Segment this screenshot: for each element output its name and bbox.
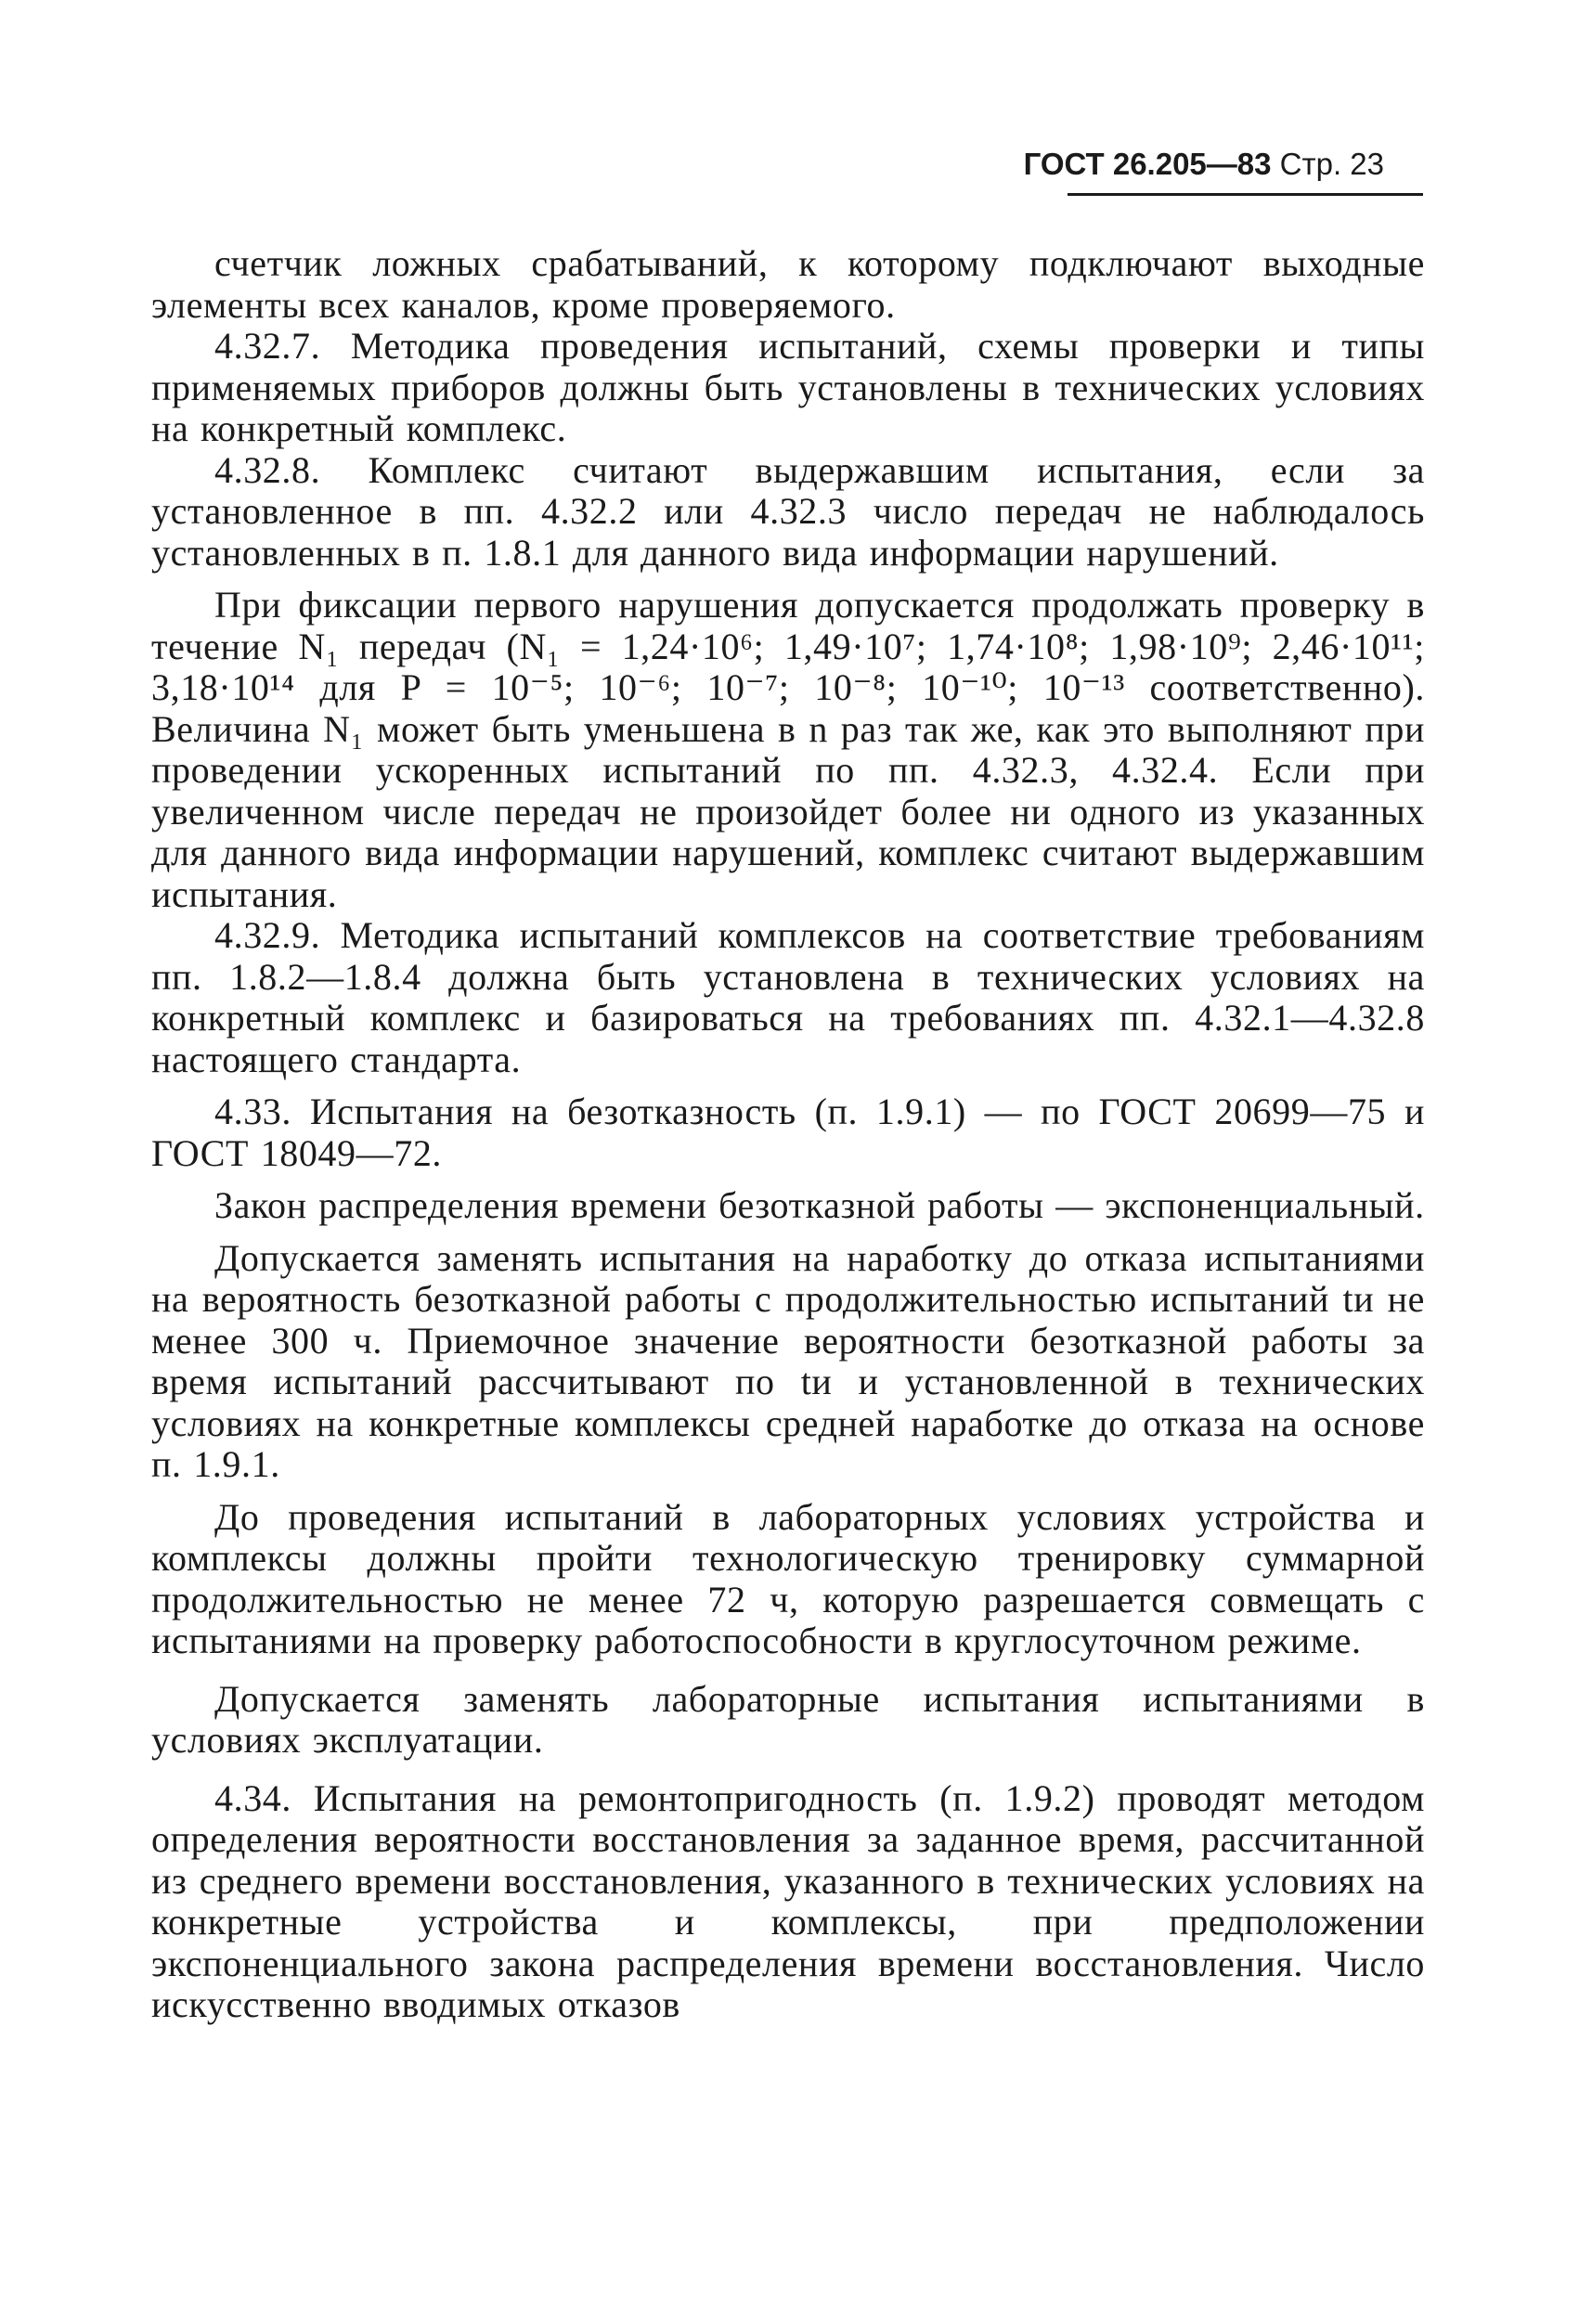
paragraph-4-34: 4.34. Испытания на ремонтопригодность (п. 1.9.2) проводят методом определения вероятности восстановления за заданное время, рассчитанной из среднего времени восстановления, указанного в технических условиях на конкретные устройства и комплексы, при предположении экспоненциального закона распределения времени восстановления. Число искусственно вводимых отказов <box>151 1776 1425 2025</box>
paragraph-4-32-7: 4.32.7. Методика проведения испытаний, схемы проверки и типы применяемых приборов должны быть установлены в технических условиях на конкретный комплекс. <box>151 325 1425 449</box>
paragraph-replacement-tests: Допускается заменять испытания на наработку до отказа испытаниями на вероятность безотказной работы с продолжительностью испытаний tи не менее 300 ч. Приемочное значение вероятности безотказной работы за время испытаний рассчитывают по tи и установленной в технических условиях на конкретные комплексы средней наработке до отказа на основе п. 1.9.1. <box>151 1236 1425 1485</box>
paragraph-field-tests: Допускается заменять лабораторные испытания испытаниями в условиях эксплуатации. <box>151 1677 1425 1761</box>
standard-designation: ГОСТ 26.205—83 <box>1023 147 1272 181</box>
body-text <box>151 243 1425 2026</box>
running-head <box>1024 147 1384 182</box>
paragraph-first-violation: При фиксации первого нарушения допускается продолжать проверку в течение N₁ передач (N₁ = 1,24·10⁶; 1,49·10⁷; 1,74·10⁸; 1,98·10⁹; 2,46·10¹¹; 3,18·10¹⁴ для P = 10⁻⁵; 10⁻⁶; 10⁻⁷; 10⁻⁸; 10⁻¹⁰; 10⁻¹³ соответственно). Величина N₁ может быть уменьшена в n раз так же, как это выполняют при проведении ускоренных испытаний по пп. 4.32.3, 4.32.4. Если при увеличенном числе передач не произойдет более ни одного из указанных для данного вида информации нарушений, комплекс считают выдержавшим испытания. <box>151 584 1425 915</box>
paragraph-continuation: счетчик ложных срабатываний, к которому подключают выходные элементы всех каналов, кроме проверяемого. <box>151 242 1425 326</box>
header-rule <box>1068 193 1423 196</box>
paragraph-4-33: 4.33. Испытания на безотказность (п. 1.9.1) — по ГОСТ 20699—75 и ГОСТ 18049—72. <box>151 1091 1425 1174</box>
paragraph-training: До проведения испытаний в лабораторных условиях устройства и комплексы должны пройти технологическую тренировку суммарной продолжительностью не менее 72 ч, которую разрешается совмещать с испытаниями на проверку работоспособности в круглосуточном режиме. <box>151 1495 1425 1661</box>
page-number: Стр. 23 <box>1279 147 1384 181</box>
paragraph-4-32-9: 4.32.9. Методика испытаний комплексов на соответствие требованиям пп. 1.8.2—1.8.4 должна быть установлена в технических условиях на конкретный комплекс и базироваться на требованиях пп. 4.32.1—4.32.8 настоящего стандарта. <box>151 914 1425 1080</box>
paragraph-4-32-8: 4.32.8. Комплекс считают выдержавшим испытания, если за установленное в пп. 4.32.2 или 4.32.3 число передач не наблюдалось установленных в п. 1.8.1 для данного вида информации нарушений. <box>151 448 1425 574</box>
paragraph-distribution-law: Закон распределения времени безотказной работы — экспоненциальный. <box>214 1184 1425 1226</box>
